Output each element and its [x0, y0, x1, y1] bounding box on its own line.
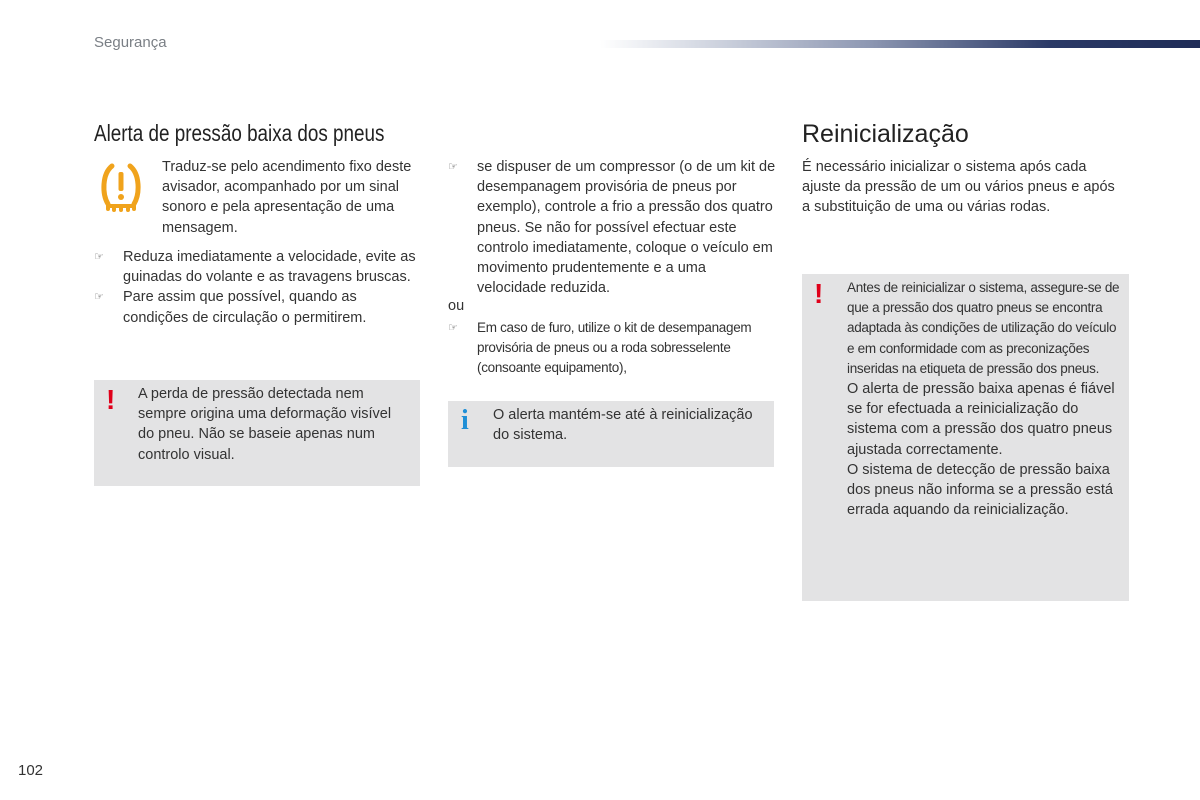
list-item: ☞ Reduza imediatamente a velocidade, evite as guinadas do volante e as travagens bruscas. — [94, 249, 416, 286]
warning-note — [94, 380, 420, 486]
pointing-hand-icon: ☞ — [94, 251, 104, 263]
page-number: 102 — [18, 762, 44, 779]
pointing-hand-icon: ☞ — [448, 322, 458, 334]
tire-pressure-warning-icon — [98, 162, 144, 212]
list-item: ☞ se dispuser de um compressor (o de um kit de desempanagem provisória de pneus por exemplo), controle a frio a pressão dos quatro pneus. Se não for possível efectuar este controlo imediatamente, coloque o veículo em movimento prudentemente e a uma velocidade reduzida. — [448, 159, 776, 297]
reset-warning-part1: Antes de reinicializar o sistema, assegure-se de que a pressão dos quatro pneus se encontra adaptada às condições de utilização do veículo e em conformidade com as preconizações inseridas na etiqueta de pressão dos pneus. — [847, 280, 1120, 376]
info-note-text: O alerta mantém-se até à reinicialização do sistema. — [493, 407, 753, 444]
puncture-list — [448, 318, 778, 379]
list-item: ☞ Pare assim que possível, quando as condições de circulação o permitirem. — [94, 289, 367, 326]
exclamation-icon: ! — [814, 278, 824, 309]
pointing-hand-icon: ☞ — [94, 291, 104, 304]
reset-warning-part3: O sistema de detecção de pressão baixa dos pneus não informa se a pressão está errada aquando da reinicialização. — [847, 461, 1113, 519]
info-icon: i — [461, 405, 469, 436]
list-item: ☞ Em caso de furo, utilize o kit de desempanagem provisória de pneus ou a roda sobresselente (consoante equipamento), — [448, 320, 752, 376]
warning-intro-text: Traduz-se pelo acendimento fixo deste avisador, acompanhado por um sinal sonoro e pela apresentação de uma mensagem. — [162, 159, 412, 236]
pointing-hand-icon: ☞ — [448, 161, 458, 173]
compressor-list — [448, 157, 778, 298]
reset-warning-part2: O alerta de pressão baixa apenas é fiável se for efectuada a reinicialização do sistema com a pressão dos quatro pneus ajustada correctamente. — [847, 381, 1115, 458]
or-connector: ou — [448, 298, 465, 314]
section-label: Segurança — [94, 34, 167, 51]
info-note — [448, 401, 774, 467]
instruction-list — [94, 247, 424, 328]
header-bar — [600, 40, 1200, 48]
warning-note-text: A perda de pressão detectada nem sempre origina uma deformação visível do pneu. Não se baseie apenas num controlo visual. — [138, 386, 392, 463]
reset-warning-text — [847, 278, 1123, 520]
section-title-low-pressure-alert: Alerta de pressão baixa dos pneus — [94, 120, 385, 146]
reset-description: É necessário inicializar o sistema após cada ajuste da pressão de um ou vários pneus e após a substituição de uma ou várias rodas. — [802, 159, 1115, 216]
section-title-reset: Reinicialização — [802, 120, 969, 148]
reset-warning-note — [802, 274, 1129, 601]
exclamation-icon: ! — [106, 384, 116, 415]
